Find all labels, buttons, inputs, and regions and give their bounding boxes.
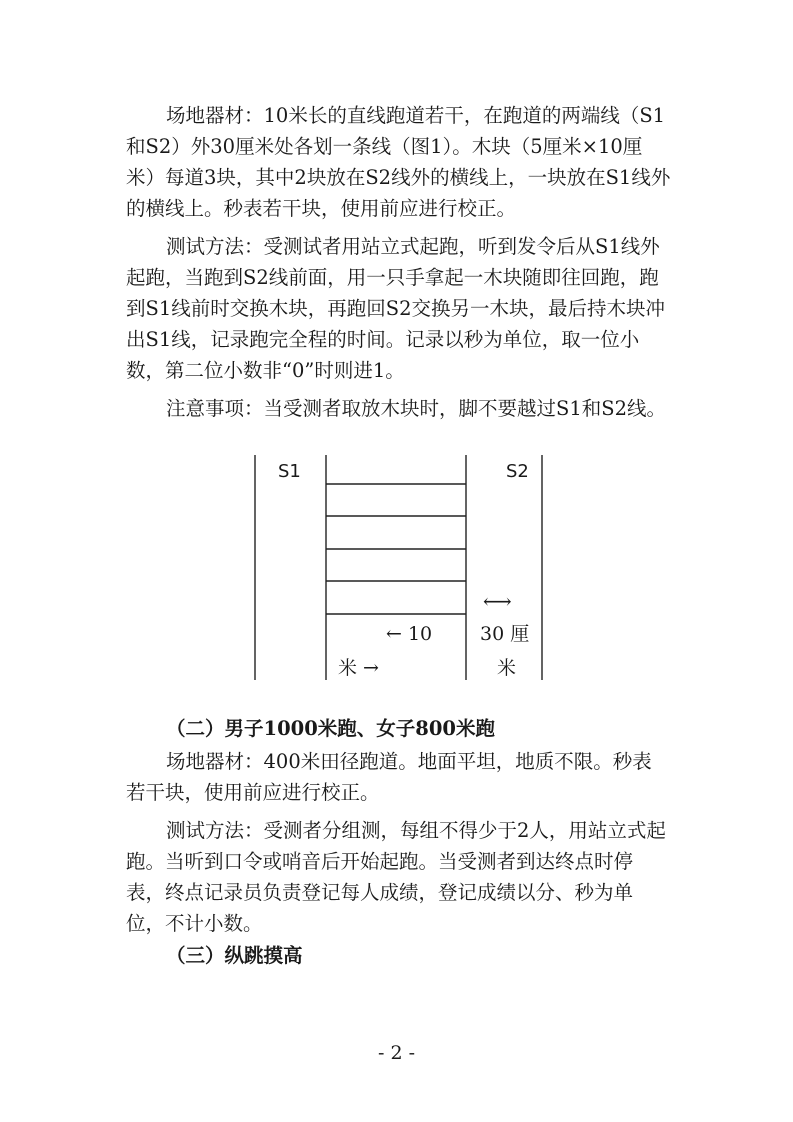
distance-10-label: ← 10 (386, 623, 433, 645)
double-arrow: ⟷ (483, 589, 512, 613)
s2-label: S2 (506, 461, 529, 482)
equipment-paragraph: 场地器材：10米长的直线跑道若干，在跑道的两端线（S1和S2）外30厘米处各划一条线（图1）。木块（5厘米×10厘米）每道3块，其中2块放在S2线外的横线上，一块放在S1线外的横线上。秒表若干块，使用前应进行校正。 (126, 104, 671, 220)
test-method-paragraph: 测试方法：受测试者用站立式起跑，听到发令后从S1线外起跑，当跑到S2线前面，用一只手拿起一木块随即往回跑，跑到S1线前时交换木块，再跑回S2交换另一木块，最后持木块冲出S1线，记录跑完全程的时间。记录以秒为单位，取一位小数，第二位小数非“0”时则进1。 (126, 235, 666, 382)
distance-30-label: 30 厘 (480, 623, 530, 645)
notice-paragraph: 注意事项：当受测者取放木块时，脚不要越过S1和S2线。 (166, 397, 667, 420)
distance-30-mi-label: 米 (497, 657, 517, 679)
equipment-paragraph-2: 场地器材：400米田径跑道。地面平坦，地质不限。秒表若干块，使用前应进行校正。 (126, 750, 652, 804)
s1-label: S1 (278, 461, 301, 482)
distance-mi-label: 米 → (338, 657, 379, 679)
test-method-paragraph-2: 测试方法：受测者分组测，每组不得少于2人，用站立式起跑。当听到口令或哨音后开始起跑。当受测者到达终点时停表，终点记录员负责登记每人成绩，登记成绩以分、秒为单位，不计小数。 (126, 819, 666, 935)
page-number: - 2 - (377, 1042, 415, 1064)
section-heading-jump: （三）纵跳摸高 (166, 944, 303, 967)
section-heading-1000m: （二）男子1000米跑、女子800米跑 (166, 717, 495, 740)
